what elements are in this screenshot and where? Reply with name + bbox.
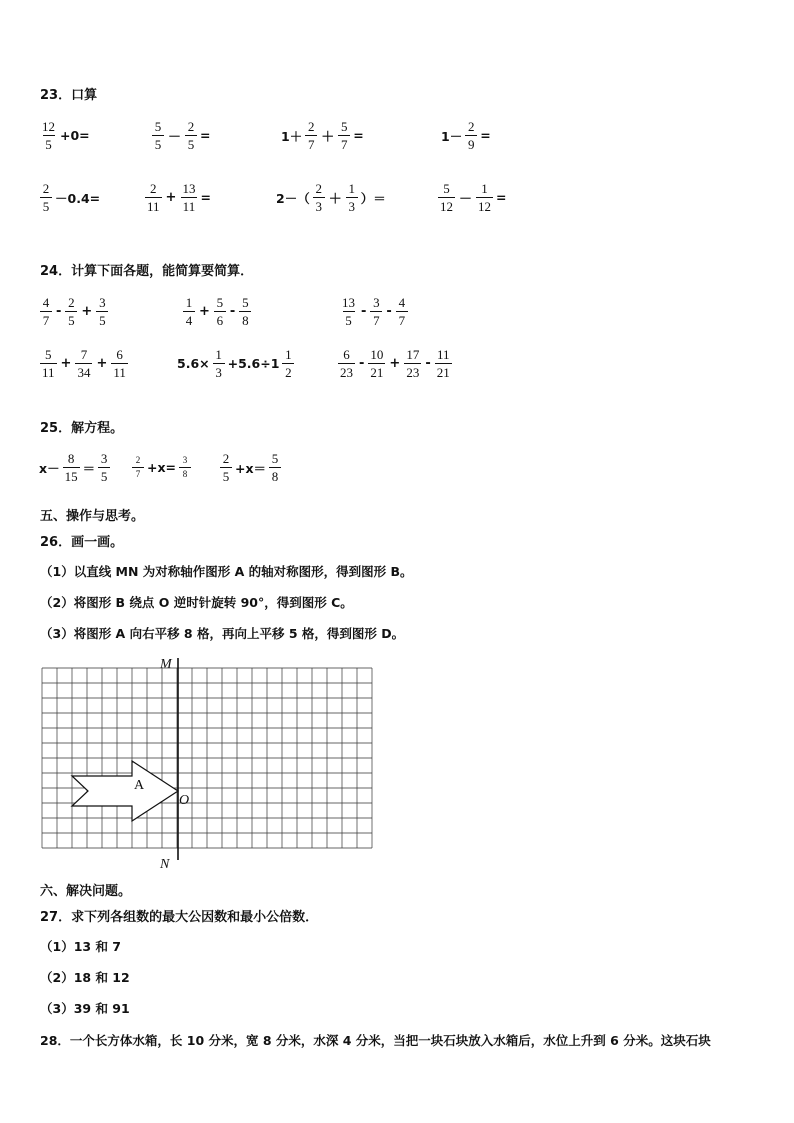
q23-title: 23．口算 (40, 88, 98, 103)
q23-expr-3: 1＋ $\frac{2}{7}$ ＋ $\frac{5}{7}$ = (281, 119, 364, 152)
q23-expr-6: $\frac{2}{11}$ + $\frac{13}{11}$ = (147, 181, 211, 214)
q24-expr-4: $\frac{5}{11}$ + $\frac{7}{34}$ + $\frac{6}{11}$ (42, 347, 126, 380)
q24-title: 24．计算下面各题，能简算要简算． (40, 264, 254, 279)
q25-eq-3: $\frac{2}{5}$ +x＝ $\frac{5}{8}$ (218, 452, 283, 483)
q23-expr-4: 1－ $\frac{2}{9}$ = (441, 119, 491, 152)
q27-item-1: （1）13 和 7 (40, 939, 121, 954)
q23-expr-2: $\frac{5}{5}$ － $\frac{2}{5}$ = (150, 120, 212, 151)
section-6-heading: 六、解决问题。 (40, 884, 132, 899)
q28-text: 28．一个长方体水箱，长 10 分米，宽 8 分米，水深 4 分米，当把一块石块放入水箱后，水位上升到 6 分米。这块石块 (40, 1033, 711, 1048)
transformation-grid (36, 652, 382, 872)
q25-eq-2: $\frac{2}{7}$ +x= $\frac{3}{8}$ (130, 456, 193, 479)
q26-item-2: （2）将图形 B 绕点 O 逆时针旋转 90°，得到图形 C。 (40, 595, 353, 610)
q27-item-2: （2）18 和 12 (40, 970, 130, 985)
q24-expr-6: $\frac{6}{23}$ - $\frac{10}{21}$ + $\frac{17}{23}$ - $\frac{11}{21}$ (340, 347, 450, 380)
q23-expr-8: $\frac{5}{12}$ － $\frac{1}{12}$ = (440, 181, 507, 214)
q23-expr-5: $\frac{2}{5}$ －0.4= (38, 182, 101, 213)
label-o: O (179, 793, 190, 808)
grid-lines (42, 668, 372, 848)
section-5-heading: 五、操作与思考。 (40, 509, 145, 524)
q26-item-1: （1）以直线 MN 为对称轴作图形 A 的轴对称图形，得到图形 B。 (40, 564, 413, 579)
q23-expr-7: 2－（ $\frac{2}{3}$ ＋ $\frac{1}{3}$ ）＝ (276, 181, 386, 214)
q27-item-3: （3）39 和 91 (40, 1001, 130, 1016)
q27-title: 27．求下列各组数的最大公因数和最小公倍数． (40, 910, 319, 925)
q24-expr-5: 5.6× $\frac{1}{3}$ +5.6÷1 $\frac{1}{2}$ (176, 348, 296, 379)
q24-expr-2: $\frac{1}{4}$ + $\frac{5}{6}$ - $\frac{5}{8}$ (181, 296, 253, 327)
q25-title: 25．解方程。 (40, 421, 124, 436)
q24-expr-1: $\frac{4}{7}$ - $\frac{2}{5}$ + $\frac{3}{5}$ (38, 296, 110, 327)
q26-item-3: （3）将图形 A 向右平移 8 格，再向上平移 5 格，得到图形 D。 (40, 626, 405, 641)
q23-expr-1: $\frac{12}{5}$ +0= (42, 119, 90, 152)
label-a: A (134, 778, 145, 793)
q26-title: 26．画一画。 (40, 535, 124, 550)
label-n: N (160, 857, 170, 872)
q25-eq-1: x－ $\frac{8}{15}$ ＝ $\frac{3}{5}$ (38, 452, 112, 483)
label-m: M (160, 657, 172, 672)
q24-expr-3: $\frac{13}{5}$ - $\frac{3}{7}$ - $\frac{4}{7}$ (338, 296, 410, 327)
